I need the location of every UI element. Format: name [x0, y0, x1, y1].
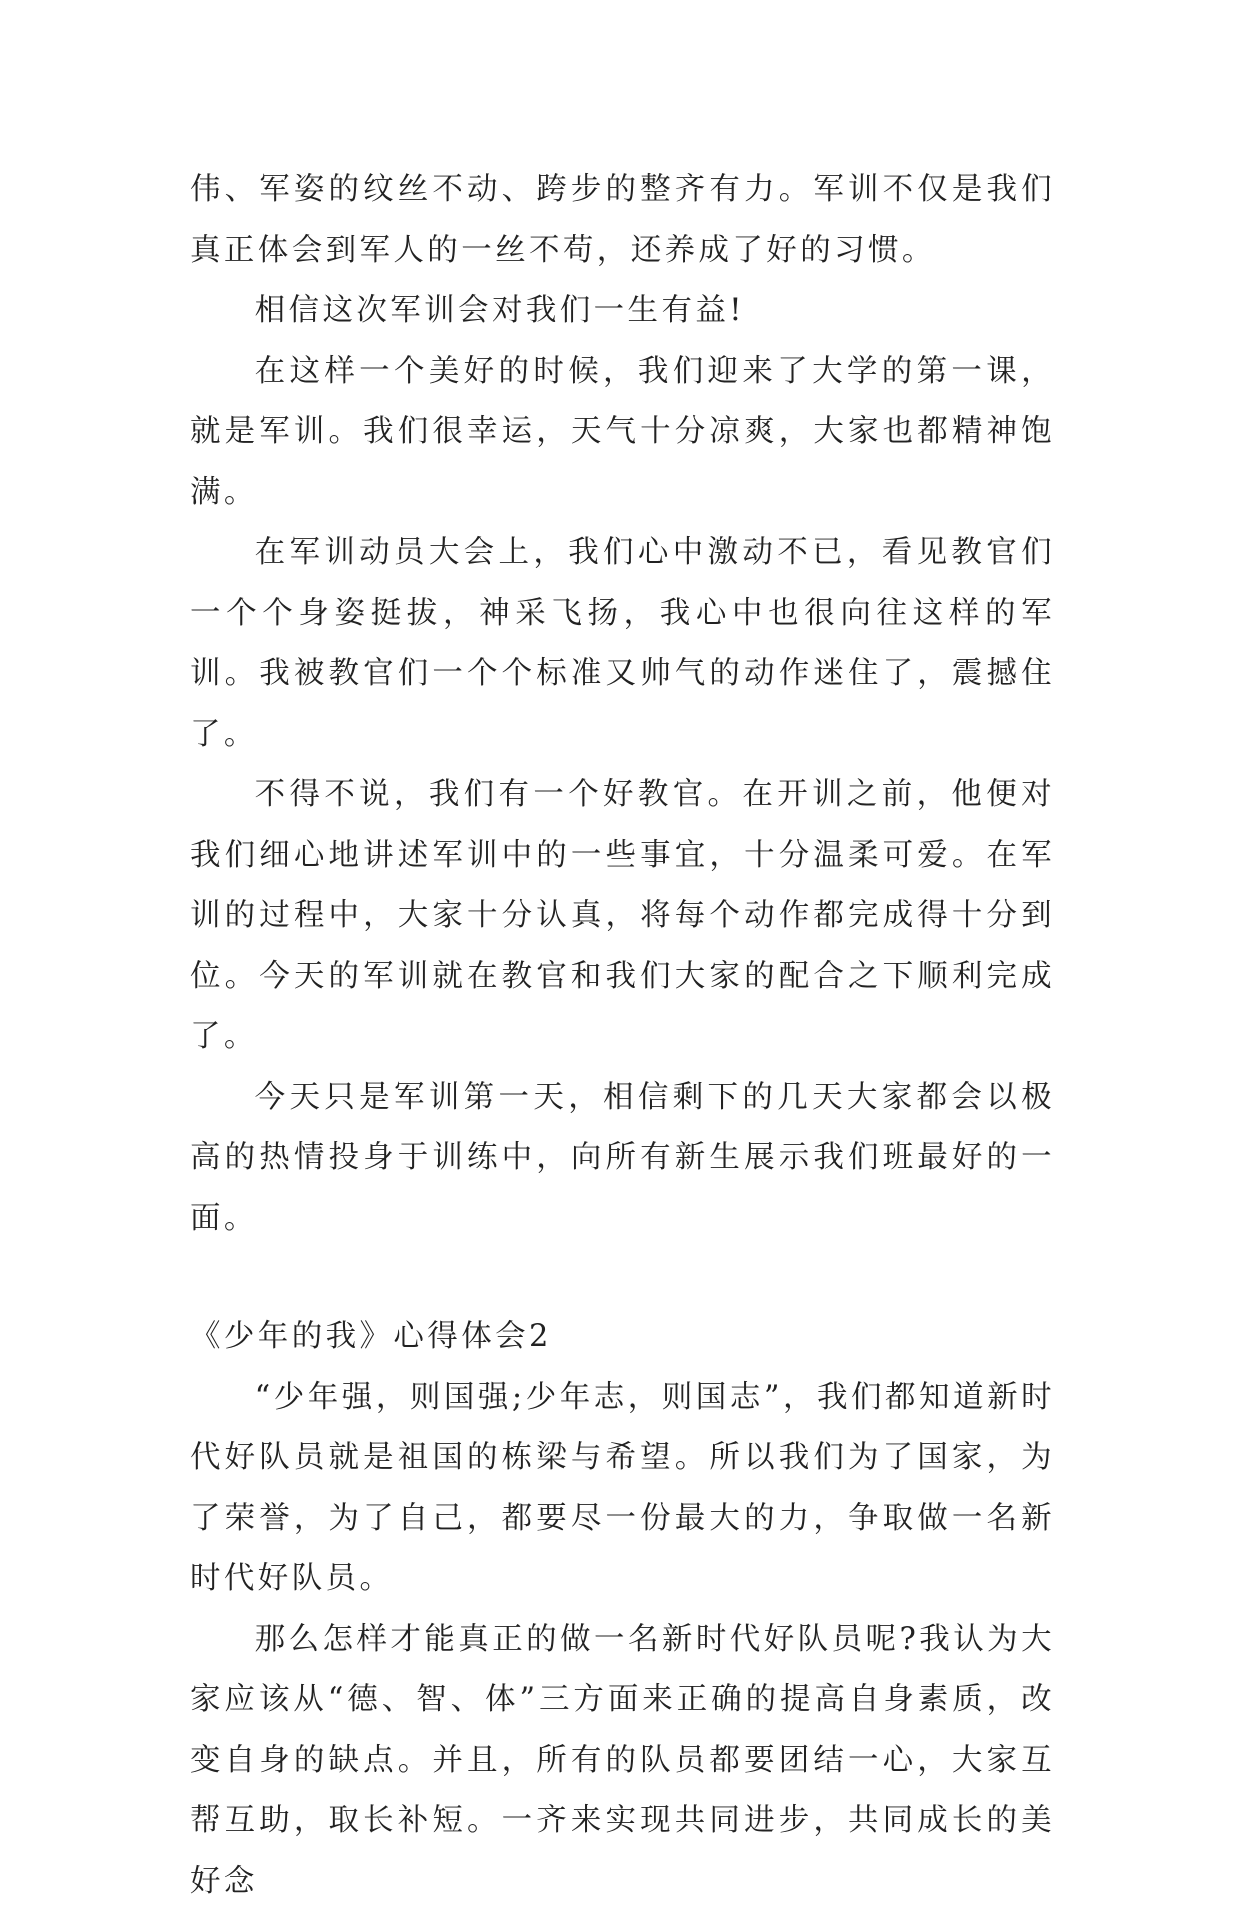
paragraph: 在这样一个美好的时候，我们迎来了大学的第一课，就是军训。我们很幸运，天气十分凉爽，大家也都精神饱满。: [190, 342, 1055, 524]
paragraph: 在军训动员大会上，我们心中激动不已，看见教官们一个个身姿挺拔，神采飞扬，我心中也很向往这样的军训。我被教官们一个个标准又帅气的动作迷住了，震撼住了。: [190, 523, 1055, 765]
paragraph: 那么怎样才能真正的做一名新时代好队员呢?我认为大家应该从“德、智、体”三方面来正确的提高自身素质，改变自身的缺点。并且，所有的队员都要团结一心，大家互帮互助，取长补短。一齐来实现共同进步，共同成长的美好念: [190, 1610, 1055, 1912]
paragraph: 伟、军姿的纹丝不动、跨步的整齐有力。军训不仅是我们真正体会到军人的一丝不苟，还养成了好的习惯。: [190, 160, 1055, 281]
paragraph: “少年强，则国强;少年志，则国志”，我们都知道新时代好队员就是祖国的栋梁与希望。所以我们为了国家，为了荣誉，为了自己，都要尽一份最大的力，争取做一名新时代好队员。: [190, 1368, 1055, 1610]
paragraph: 今天只是军训第一天，相信剩下的几天大家都会以极高的热情投身于训练中，向所有新生展示我们班最好的一面。: [190, 1068, 1055, 1250]
document-body: [190, 160, 1055, 1912]
section-heading: 《少年的我》心得体会2: [190, 1307, 1055, 1368]
paragraph: 相信这次军训会对我们一生有益!: [190, 281, 1055, 342]
paragraph: 不得不说，我们有一个好教官。在开训之前，他便对我们细心地讲述军训中的一些事宜，十分温柔可爱。在军训的过程中，大家十分认真，将每个动作都完成得十分到位。今天的军训就在教官和我们大家的配合之下顺利完成了。: [190, 765, 1055, 1068]
